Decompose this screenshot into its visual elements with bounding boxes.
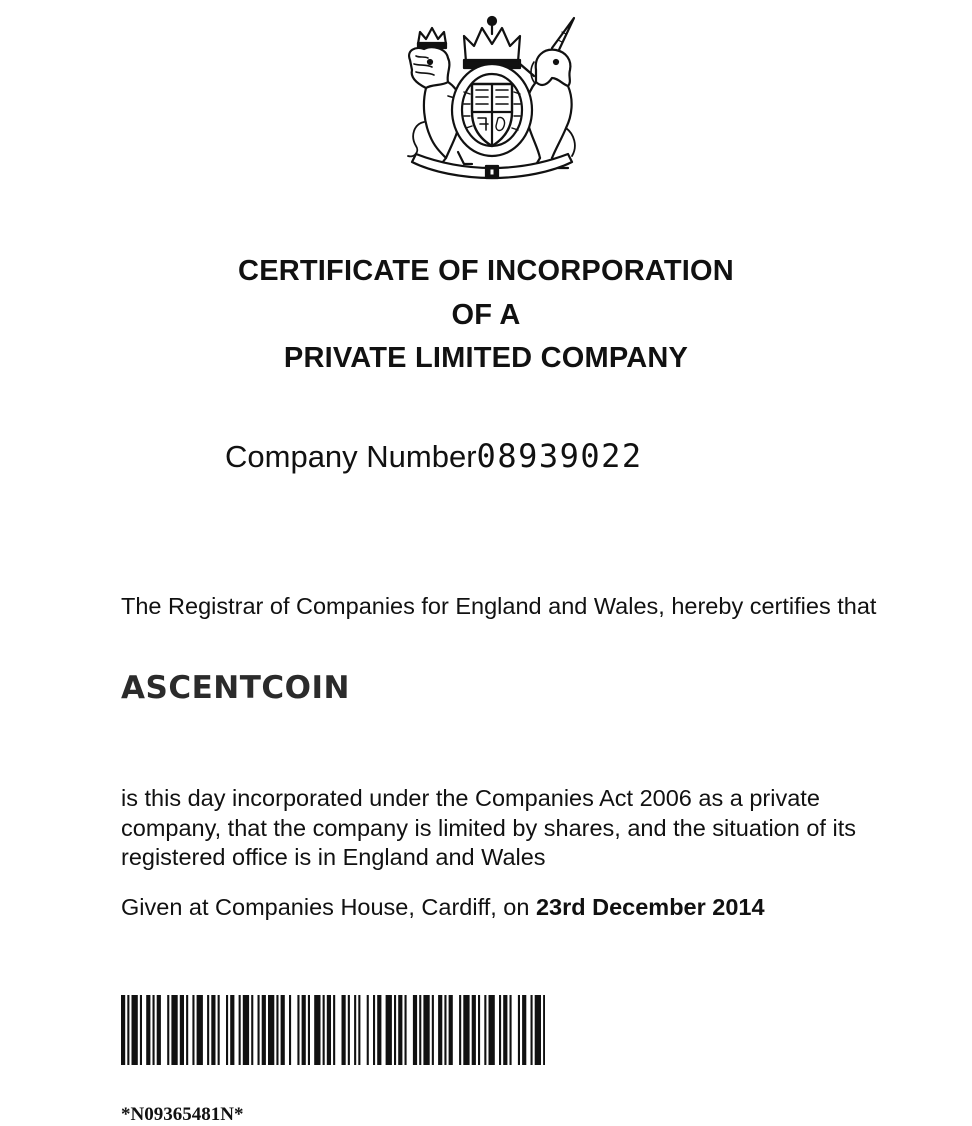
company-number-row bbox=[225, 437, 643, 475]
incorporation-date: 23rd December 2014 bbox=[535, 894, 765, 920]
certify-paragraph: The Registrar of Companies for England and Wales, hereby certifies that bbox=[121, 593, 877, 619]
barcode-icon bbox=[121, 995, 545, 1065]
royal-coat-of-arms-icon bbox=[402, 12, 582, 180]
company-number-value: 08939022 bbox=[476, 437, 643, 475]
title-line-3: PRIVATE LIMITED COMPANY bbox=[283, 342, 689, 374]
given-line bbox=[121, 894, 765, 921]
incorporation-paragraph: is this day incorporated under the Companies Act 2006 as a private company, that the company is limited by shares, and the situation of its registered office is in England and Wales bbox=[121, 785, 856, 870]
company-number-label: Company Number bbox=[225, 439, 477, 474]
company-name: ASCENTCOIN bbox=[121, 670, 350, 706]
certificate-title bbox=[0, 250, 972, 381]
given-prefix: Given at Companies House, Cardiff, on bbox=[121, 894, 530, 920]
title-line-2: OF A bbox=[451, 298, 521, 331]
title-line-1: CERTIFICATE OF INCORPORATION bbox=[238, 255, 734, 287]
barcode-text: *N09365481N* bbox=[121, 1104, 244, 1125]
